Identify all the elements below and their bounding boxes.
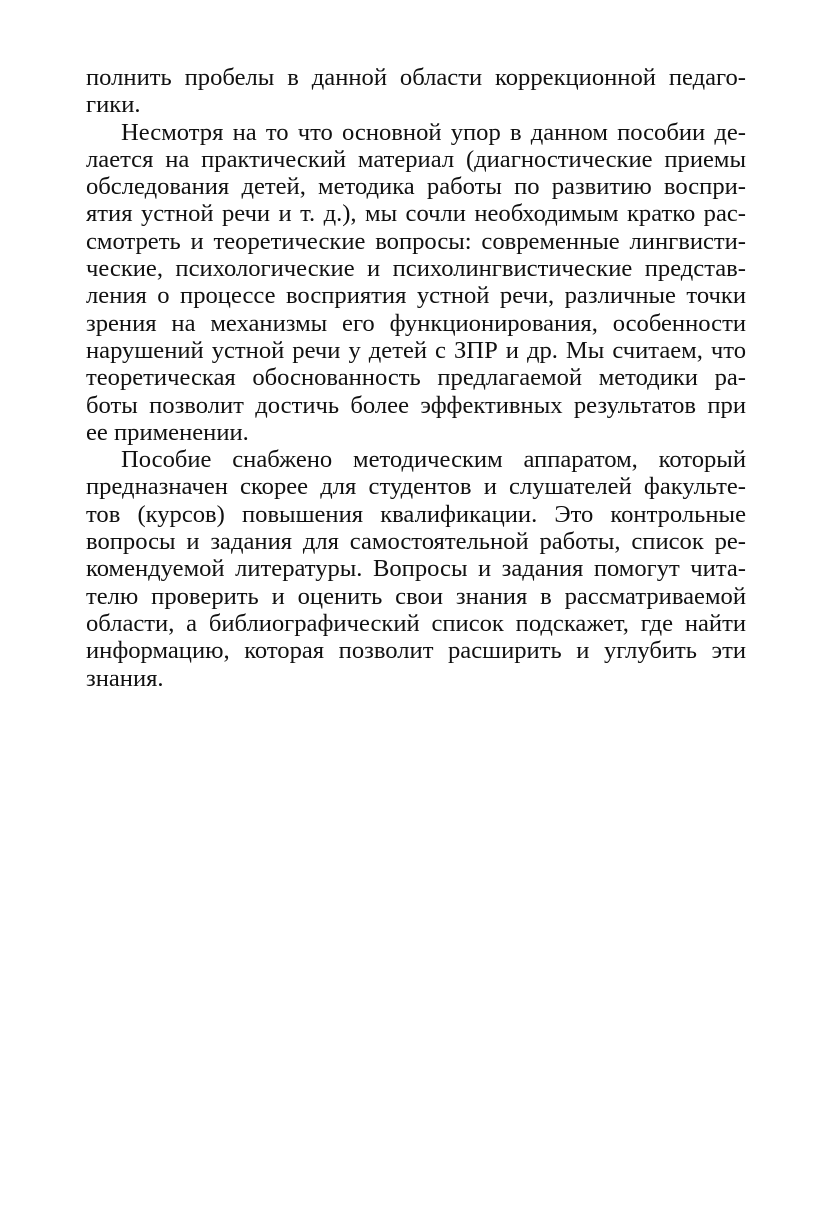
page-body: [86, 64, 746, 692]
text-line: телю проверить и оценить свои знания в рассматриваемой: [86, 582, 746, 610]
text-line: тов (курсов) повышения квалификации. Это контрольные: [86, 500, 746, 528]
text-line: области, а библиографический список подскажет, где найти: [86, 609, 746, 637]
text-line: смотреть и теоретические вопросы: современные лингвисти-: [86, 227, 746, 255]
text-line: боты позволит достичь более эффективных результатов при: [86, 391, 746, 419]
text-line: знания.: [86, 664, 164, 692]
text-line: обследования детей, методика работы по развитию воспри-: [86, 173, 746, 201]
text-line: Несмотря на то что основной упор в данном пособии де-: [121, 118, 746, 146]
text-line: предназначен скорее для студентов и слушателей факульте-: [86, 473, 746, 501]
text-line: Пособие снабжено методическим аппаратом, который: [121, 446, 746, 474]
paragraph-2: [86, 119, 746, 447]
text-line: гики.: [86, 91, 141, 119]
text-line: теоретическая обоснованность предлагаемой методики ра-: [86, 364, 746, 392]
text-line: ятия устной речи и т. д.), мы сочли необходимым кратко рас-: [86, 200, 746, 228]
text-line: ее применении.: [86, 418, 249, 446]
text-line: вопросы и задания для самостоятельной работы, список ре-: [86, 528, 746, 556]
paragraph-1: [86, 64, 746, 119]
text-line: ления о процессе восприятия устной речи, различные точки: [86, 282, 746, 310]
text-line: нарушений устной речи у детей с ЗПР и др. Мы считаем, что: [86, 336, 746, 364]
text-line: комендуемой литературы. Вопросы и задания помогут чита-: [86, 555, 746, 583]
text-line: полнить пробелы в данной области коррекционной педаго-: [86, 64, 746, 91]
text-line: ческие, психологические и психолингвистические представ-: [86, 255, 746, 283]
paragraph-3: [86, 446, 746, 692]
text-line: лается на практический материал (диагностические приемы: [86, 145, 746, 173]
text-line: зрения на механизмы его функционирования, особенности: [86, 309, 746, 337]
text-line: информацию, которая позволит расширить и углубить эти: [86, 637, 746, 665]
